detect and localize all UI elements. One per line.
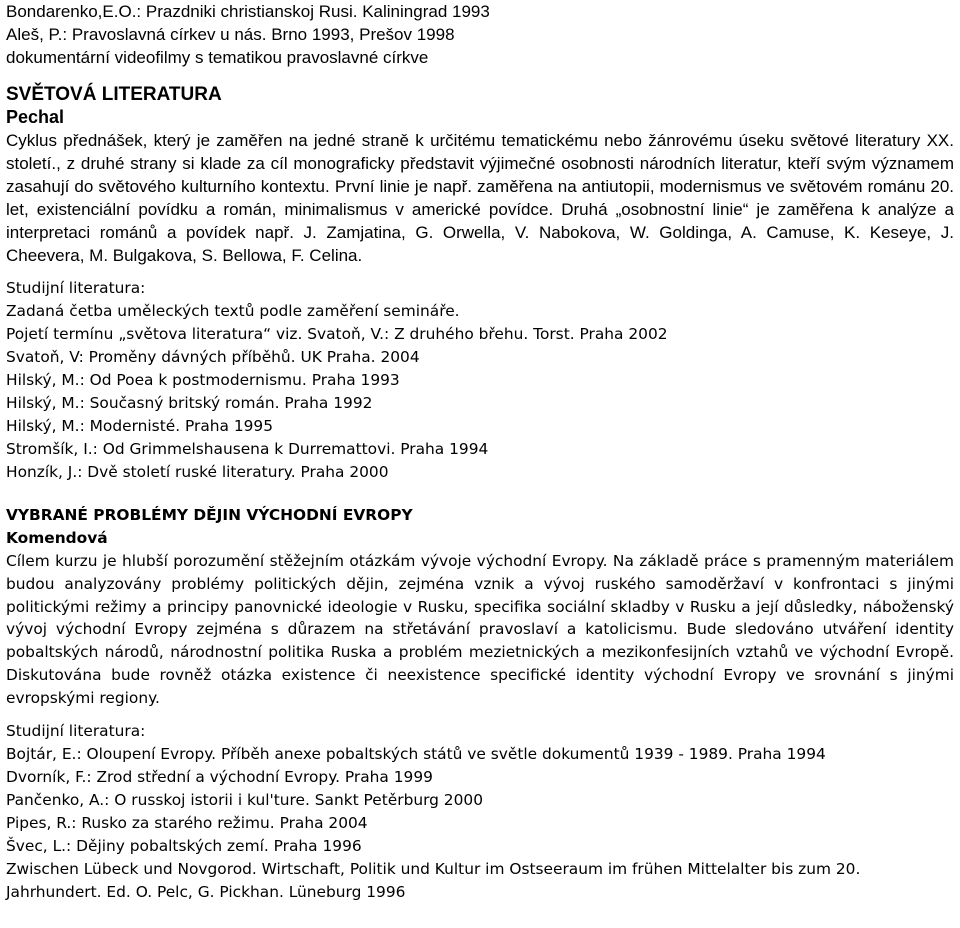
course-description: Cyklus přednášek, který je zaměřen na jedné straně k určitému tematickému nebo žánrovému úseku světové literatury XX. století., z druhé strany si klade za cíl monograficky představit výjimečné osobnosti národních literatur, kteří svým významem zasahují do světového kulturního kontextu. První linie je např. zaměřena na antiutopii, modernismus ve světovém románu 20. let, existenciální povídku a román, minimalismus v americké povídce. Druhá „osobnostní linie“ je zaměřena k analýze a interpretaci románů a povídek např. J. Zamjatina, G. Orwella, V. Nabokova, W. Goldinga, A. Camuse, K. Keseye, J. Cheevera, M. Bulgakova, S. Bellowa, F. Celina. bbox=[6, 131, 954, 265]
lecturer-name: Komendová bbox=[6, 529, 108, 547]
reference-item: Zadaná četba uměleckých textů podle zaměření semináře. bbox=[6, 302, 460, 320]
lecturer-name: Pechal bbox=[6, 107, 65, 127]
section-title: SVĚTOVÁ LITERATURA bbox=[6, 84, 222, 105]
reference-line: Bondarenko,E.O.: Prazdniki christianskoj Rusi. Kaliningrad 1993 bbox=[6, 2, 490, 21]
reference-line: Aleš, P.: Pravoslavná církev u nás. Brno 1993, Prešov 1998 bbox=[6, 25, 455, 44]
section-gap bbox=[6, 484, 954, 504]
reference-list bbox=[6, 300, 954, 484]
reference-item: Dvorník, F.: Zrod střední a východní Evropy. Praha 1999 bbox=[6, 767, 433, 786]
reference-item: Hilský, M.: Současný britský román. Praha 1992 bbox=[6, 394, 373, 412]
reference-item: Honzík, J.: Dvě století ruské literatury. Praha 2000 bbox=[6, 463, 389, 481]
top-references bbox=[6, 0, 954, 69]
study-literature-label: Studijní literatura: bbox=[6, 279, 146, 297]
reference-item: Švec, L.: Dějiny pobaltských zemí. Praha 1996 bbox=[6, 836, 362, 855]
reference-list bbox=[6, 743, 954, 904]
study-literature-label: Studijní literatura: bbox=[6, 721, 146, 740]
reference-item: Bojtár, E.: Oloupení Evropy. Příběh anexe pobaltských států ve světle dokumentů 1939 - 1989. Praha 1994 bbox=[6, 744, 826, 763]
reference-item: Pojetí termínu „světova literatura“ viz. Svatoň, V.: Z druhého břehu. Torst. Praha 2002 bbox=[6, 325, 668, 343]
reference-item: Hilský, M.: Modernisté. Praha 1995 bbox=[6, 417, 273, 435]
course-description: Cílem kurzu je hlubší porozumění stěžejním otázkám vývoje východní Evropy. Na základě práce s pramenným materiálem budou analyzovány problémy politických dějin, zejména vznik a vývoj ruského samoděržaví v konfrontaci s jinými politickými režimy a principy panovnické ideologie v Rusku, specifika sociální skladby v Rusku a její důsledky, náboženský vývoj východní Evropy zejména s důrazem na střetávání pravoslaví a katolicismu. Bude sledováno utváření identity pobaltských národů, národnostní politika Ruska a problém mezietnických a mezikonfesijních vztahů ve východní Evropě. Diskutována bude rovněž otázka existence či neexistence specifické identity východní Evropy ve srovnání s jinými evropskými regiony. bbox=[6, 552, 954, 707]
reference-item: Stromšík, I.: Od Grimmelshausena k Durremattovi. Praha 1994 bbox=[6, 440, 489, 458]
reference-line: dokumentární videofilmy s tematikou pravoslavné církve bbox=[6, 48, 429, 67]
reference-item: Zwischen Lübeck und Novgorod. Wirtschaft, Politik und Kultur im Ostseeraum im frühen Mittelalter bis zum 20. Jahrhundert. Ed. O. Pelc, G. Pickhan. Lüneburg 1996 bbox=[6, 859, 861, 901]
reference-item: Svatoň, V: Proměny dávných příběhů. UK Praha. 2004 bbox=[6, 348, 420, 366]
reference-item: Pipes, R.: Rusko za starého režimu. Praha 2004 bbox=[6, 813, 368, 832]
reference-item: Pančenko, A.: O russkoj istorii i kul'ture. Sankt Petěrburg 2000 bbox=[6, 790, 483, 809]
section-title: VYBRANÉ PROBLÉMY DĚJIN VÝCHODNÍ EVROPY bbox=[6, 506, 413, 524]
reference-item: Hilský, M.: Od Poea k postmodernismu. Praha 1993 bbox=[6, 371, 400, 389]
